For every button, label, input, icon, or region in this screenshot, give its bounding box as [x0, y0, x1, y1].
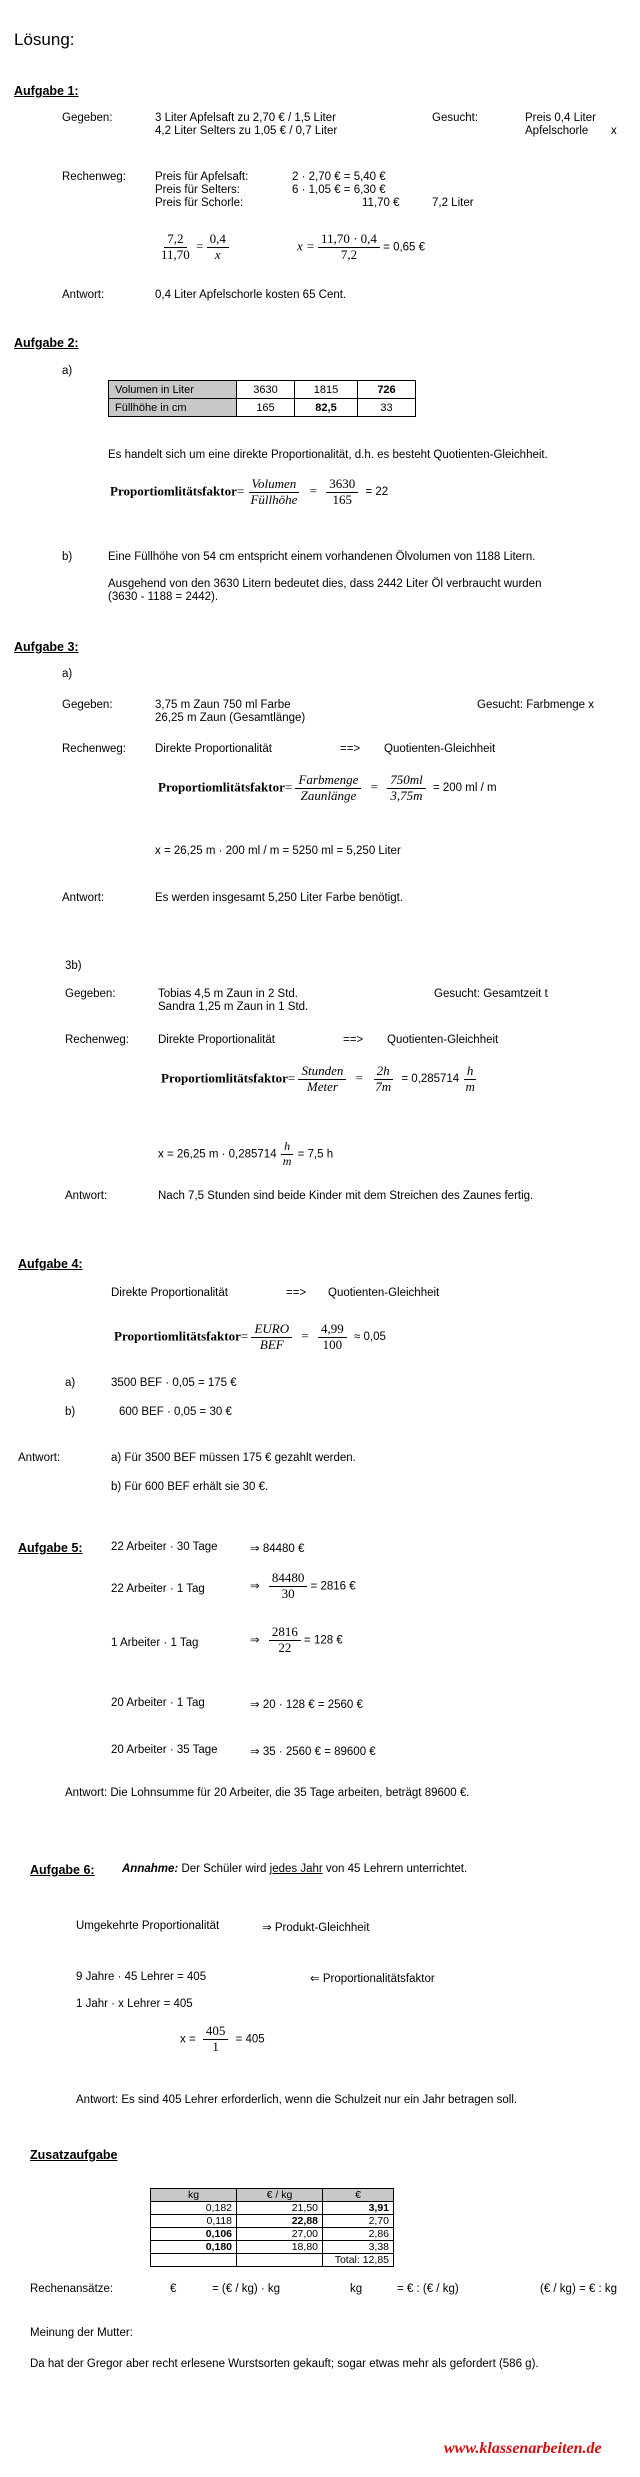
calc-text: x = 26,25 m · 0,285714 [158, 1148, 277, 1161]
total-label: Total: [334, 2254, 360, 2266]
factor-equation: Proportiomlitätsfaktor= $\frac{\text{Stunden}}{\text{Meter}}$ = $\frac{2h}{7m}$ = 0,285714 $\frac{h}{m}$ [161, 1064, 478, 1095]
table-row [151, 2215, 394, 2228]
fraction-numerator: 2h [374, 1064, 393, 1080]
fraction-numerator: Volumen [249, 477, 300, 493]
answer-text: Eine Füllhöhe von 54 cm entspricht einem vorhandenen Ölvolumen von 1188 Litern. [108, 551, 536, 563]
fraction-denominator: m [465, 1078, 475, 1094]
way-label: Rechenweg: [62, 171, 126, 183]
table-cell: 726 [358, 381, 416, 399]
solution-equation [180, 2024, 265, 2055]
arrow: ==> [340, 743, 361, 755]
fraction-denominator: Meter [306, 1078, 338, 1094]
price-calc: 2 · 2,70 € = 5,40 € [292, 171, 386, 183]
price-label: Preis für Apfelsaft: [155, 171, 249, 183]
way-text: Quotienten-Gleichheit [384, 743, 496, 755]
fraction-denominator: 22 [278, 1639, 292, 1655]
watermark-link[interactable]: www.klassenarbeiten.de [444, 2440, 602, 2457]
formula-label: Rechenansätze: [30, 2283, 114, 2295]
table-cell: 0,182 [151, 2202, 237, 2215]
table-header: € / kg [237, 2189, 323, 2202]
calc-left: 22 Arbeiter · 1 Tag [111, 1583, 205, 1595]
subtask-label: b) [65, 1406, 76, 1418]
table-cell: 27,00 [237, 2228, 323, 2241]
table-row [151, 2202, 394, 2215]
factor-label: Proportiomlitätsfaktor [110, 483, 237, 499]
result: = 0,285714 [401, 1073, 460, 1086]
table-cell: Volumen in Liter [109, 381, 237, 399]
table-cell: 22,88 [237, 2215, 323, 2228]
price-label: Preis für Selters: [155, 184, 240, 196]
result: ≈ 0,05 [353, 1331, 386, 1344]
way-text: Quotienten-Gleichheit [387, 1034, 499, 1046]
fraction-numerator: Stunden [298, 1064, 346, 1080]
table-cell: 3,38 [323, 2241, 394, 2254]
answer-text: Antwort: Die Lohnsumme für 20 Arbeiter, die 35 Tage arbeiten, beträgt 89600 €. [65, 1787, 470, 1799]
mother-label: Meinung der Mutter: [30, 2327, 133, 2339]
given-label: Gegeben: [62, 112, 113, 124]
equals-sign: = [355, 1070, 363, 1086]
table-cell: 82,5 [295, 399, 358, 417]
table-cell: 3630 [237, 381, 295, 399]
table-row [151, 2241, 394, 2254]
fraction-denominator: Füllhöhe [250, 491, 298, 507]
answer-text: Antwort: Es sind 405 Lehrer erforderlich, wenn die Schulzeit nur ein Jahr betragen soll. [76, 2094, 518, 2106]
result: = 405 [235, 2033, 265, 2046]
section-heading-4: Aufgabe 4: [18, 1257, 83, 1271]
result: = 200 ml / m [432, 782, 497, 795]
sought-text: Gesucht: Gesamtzeit t [434, 988, 548, 1000]
subtask-label: a) [62, 365, 73, 377]
section-heading-extra: Zusatzaufgabe [30, 2148, 118, 2162]
variable-x: x = [180, 2033, 196, 2046]
assumption [122, 1863, 467, 1875]
table-cell: 18,80 [237, 2241, 323, 2254]
formula-term: (€ / kg) = € : kg [540, 2283, 618, 2295]
price-value: 11,70 € [362, 197, 400, 209]
equals-sign: = [370, 779, 378, 795]
subtask-label: a) [62, 668, 73, 680]
variable-x: x = [297, 238, 315, 254]
calc-right [250, 1625, 343, 1656]
fraction-denominator: 165 [332, 491, 352, 507]
fraction-denominator: Zaunlänge [300, 787, 357, 803]
fraction-denominator: m [282, 1153, 292, 1168]
sought-line: Preis 0,4 Liter [525, 112, 596, 124]
calc-right: ⇒ 84480 € [250, 1543, 305, 1555]
factor-equation: Proportiomlitätsfaktor= $\frac{\text{EURO}}{\text{BEF}}$ = $\frac{4,99}{100}$ ≈ 0,05 [114, 1321, 386, 1352]
table-cell: 21,50 [237, 2202, 323, 2215]
calc-line: 9 Jahre · 45 Lehrer = 405 [76, 1971, 207, 1983]
fraction-numerator: h [281, 1140, 293, 1155]
fraction-denominator: BEF [259, 1336, 284, 1352]
calc-left: 22 Arbeiter · 30 Tage [111, 1541, 218, 1553]
result: = 22 [365, 486, 389, 499]
answer-label: Antwort: [62, 892, 105, 904]
fraction-numerator: EURO [251, 1322, 292, 1338]
fraction-numerator: 84480 [269, 1571, 308, 1587]
table-cell: 0,118 [151, 2215, 237, 2228]
answer-text: a) Für 3500 BEF müssen 175 € gezahlt werden. [111, 1452, 356, 1464]
answer-text: b) Für 600 BEF erhält sie 30 €. [111, 1481, 269, 1493]
calc-line: 600 BEF · 0,05 = 30 € [119, 1406, 232, 1418]
calc-right: ⇒ 20 · 128 € = 2560 € [250, 1699, 363, 1711]
given-line: Sandra 1,25 m Zaun in 1 Std. [158, 1001, 309, 1013]
way-label: Rechenweg: [62, 743, 126, 755]
arrow: ⇒ [250, 1580, 260, 1593]
subtask-label: 3b) [65, 960, 82, 972]
fraction-numerator: Farbmenge [295, 773, 361, 789]
given-line: 4,2 Liter Selters zu 1,05 € / 0,7 Liter [155, 125, 338, 137]
fraction-denominator: 7m [375, 1078, 392, 1094]
equals-sign: = [196, 238, 204, 254]
fraction-denominator: 11,70 [161, 246, 190, 262]
section-heading-3: Aufgabe 3: [14, 640, 79, 654]
factor-equation: Proportiomlitätsfaktor= $\frac{\text{Volumen}}{\text{Füllhöhe}}$ = $\frac{3630}{165}$ = 22 [110, 476, 389, 507]
fraction-denominator: 3,75m [390, 787, 423, 803]
calc-line [158, 1140, 333, 1169]
factor-label: Proportiomlitätsfaktor [158, 779, 285, 795]
subtask-label: b) [62, 551, 73, 563]
assumption-label: Annahme: [122, 1863, 179, 1875]
sought-variable: x [611, 125, 617, 137]
equals-sign: = [301, 1328, 309, 1344]
section-heading-5: Aufgabe 5: [18, 1541, 83, 1555]
table-total-cell [323, 2254, 394, 2267]
sought-label: Gesucht: [432, 112, 479, 124]
fraction-denominator: 7,2 [340, 246, 358, 262]
formula-term: kg [350, 2283, 363, 2295]
table-cell: Füllhöhe in cm [109, 399, 237, 417]
fraction-denominator: x [214, 246, 221, 262]
factor-label: Proportiomlitätsfaktor [161, 1070, 288, 1086]
answer-text: 0,4 Liter Apfelschorle kosten 65 Cent. [155, 289, 347, 301]
fraction-denominator: 30 [281, 1585, 295, 1601]
fraction-numerator: h [464, 1064, 477, 1080]
given-line: 3,75 m Zaun 750 ml Farbe [155, 699, 291, 711]
given-line: 26,25 m Zaun (Gesamtlänge) [155, 712, 306, 724]
answer-label: Antwort: [65, 1190, 108, 1202]
price-calc: 6 · 1,05 € = 6,30 € [292, 184, 386, 196]
way-label: Rechenweg: [65, 1034, 129, 1046]
table-cell: 0,180 [151, 2241, 237, 2254]
calc-left: 1 Arbeiter · 1 Tag [111, 1637, 199, 1649]
price-liter: 7,2 Liter [432, 197, 474, 209]
calc-right [250, 1571, 356, 1602]
table-row [109, 381, 416, 399]
calc-line: 1 Jahr · x Lehrer = 405 [76, 1998, 193, 2010]
table-cell: 0,106 [151, 2228, 237, 2241]
given-line: Tobias 4,5 m Zaun in 2 Std. [158, 988, 298, 1000]
mother-text: Da hat der Gregor aber recht erlesene Wurstsorten gekauft; sogar etwas mehr als gefordert (586 g). [30, 2358, 539, 2370]
result: = 0,65 € [383, 241, 426, 254]
fraction-numerator: 2816 [269, 1625, 301, 1641]
table-cell: 3,91 [323, 2202, 394, 2215]
formula-term: = € : (€ / kg) [397, 2283, 459, 2295]
table-cell: 2,86 [323, 2228, 394, 2241]
fraction-numerator: 0,4 [207, 232, 229, 248]
way-text: Direkte Proportionalität [158, 1034, 275, 1046]
fraction-numerator: 4,99 [318, 1322, 347, 1338]
calc-result: = 7,5 h [297, 1148, 334, 1161]
assumption-text: von 45 Lehrern unterrichtet. [325, 1863, 468, 1875]
factor-equation: Proportiomlitätsfaktor= $\frac{\text{Farbmenge}}{\text{Zaunlänge}}$ = $\frac{750ml}{3,75m}$ = 200 ml / m [158, 772, 497, 803]
fraction-numerator: 750ml [387, 773, 426, 789]
fraction-numerator: 11,70 · 0,4 [318, 232, 380, 248]
answer-text: Es werden insgesamt 5,250 Liter Farbe benötigt. [155, 892, 404, 904]
table-row [109, 399, 416, 417]
formula-term: € [170, 2283, 177, 2295]
solution-equation [297, 232, 425, 263]
calc-line: 3500 BEF · 0,05 = 175 € [111, 1377, 237, 1389]
way-text: Direkte Proportionalität [111, 1287, 228, 1299]
table-header-row [151, 2189, 394, 2202]
factor-label: Proportiomlitätsfaktor [114, 1328, 241, 1344]
proportion-equation [158, 232, 229, 263]
fraction-numerator: 405 [203, 2024, 229, 2040]
sought-line: Apfelschorle [525, 125, 589, 137]
sought-text: Gesucht: Farbmenge x [477, 699, 594, 711]
answer-label: Antwort: [18, 1452, 61, 1464]
assumption-text: Der Schüler wird [181, 1863, 267, 1875]
assumption-emphasis: jedes Jahr [269, 1863, 323, 1875]
price-label: Preis für Schorle: [155, 197, 244, 209]
table-row [151, 2228, 394, 2241]
section-heading-2: Aufgabe 2: [14, 336, 79, 350]
fraction-numerator: 3630 [326, 477, 358, 493]
calc-left: 20 Arbeiter · 1 Tag [111, 1697, 205, 1709]
result: = 128 € [304, 1634, 343, 1647]
answer-text: Nach 7,5 Stunden sind beide Kinder mit dem Streichen des Zaunes fertig. [158, 1190, 534, 1202]
table-cell: 1815 [295, 381, 358, 399]
answer-text: (3630 - 1188 = 2442). [108, 591, 219, 603]
answer-text: Ausgehend von den 3630 Litern bedeutet dies, dass 2442 Liter Öl verbraucht wurden [108, 578, 542, 590]
section-heading-6: Aufgabe 6: [30, 1863, 95, 1877]
result: = 2816 € [310, 1580, 356, 1593]
way-text: ⇒ Produkt-Gleichheit [262, 1922, 370, 1934]
answer-label: Antwort: [62, 289, 105, 301]
way-text: Umgekehrte Proportionalität [76, 1920, 220, 1932]
fraction-denominator: 100 [322, 1336, 343, 1352]
arrow: ==> [286, 1287, 307, 1299]
note-text: ⇐ Proportionalitätsfaktor [310, 1973, 435, 1985]
table-cell: 2,70 [323, 2215, 394, 2228]
fraction-denominator: 1 [212, 2038, 219, 2054]
fraction-numerator: 7,2 [164, 232, 186, 248]
given-label: Gegeben: [65, 988, 116, 1000]
arrow: ⇒ [250, 1634, 260, 1647]
table-cell [237, 2254, 323, 2267]
given-line: 3 Liter Apfelsaft zu 2,70 € / 1,5 Liter [155, 112, 336, 124]
explanation-text: Es handelt sich um eine direkte Proportionalität, d.h. es besteht Quotienten-Gleichheit. [108, 449, 548, 461]
formula-term: = (€ / kg) · kg [212, 2283, 281, 2295]
page-title: Lösung: [14, 30, 75, 49]
way-text: Direkte Proportionalität [155, 743, 272, 755]
way-text: Quotienten-Gleichheit [328, 1287, 440, 1299]
calc-left: 20 Arbeiter · 35 Tage [111, 1744, 218, 1756]
table-cell: 165 [237, 399, 295, 417]
table-header: € [323, 2189, 394, 2202]
section-heading-1: Aufgabe 1: [14, 84, 79, 98]
arrow: ==> [343, 1034, 364, 1046]
sausage-table [150, 2188, 394, 2267]
subtask-label: a) [65, 1377, 76, 1389]
table-total-row [151, 2254, 394, 2267]
volume-table [108, 380, 416, 417]
equals-sign: = [309, 483, 317, 499]
table-header: kg [151, 2189, 237, 2202]
total-value: 12,85 [362, 2254, 389, 2266]
calc-right: ⇒ 35 · 2560 € = 89600 € [250, 1746, 376, 1758]
calc-line: x = 26,25 m · 200 ml / m = 5250 ml = 5,250 Liter [155, 845, 401, 857]
table-cell: 33 [358, 399, 416, 417]
given-label: Gegeben: [62, 699, 113, 711]
table-cell [151, 2254, 237, 2267]
